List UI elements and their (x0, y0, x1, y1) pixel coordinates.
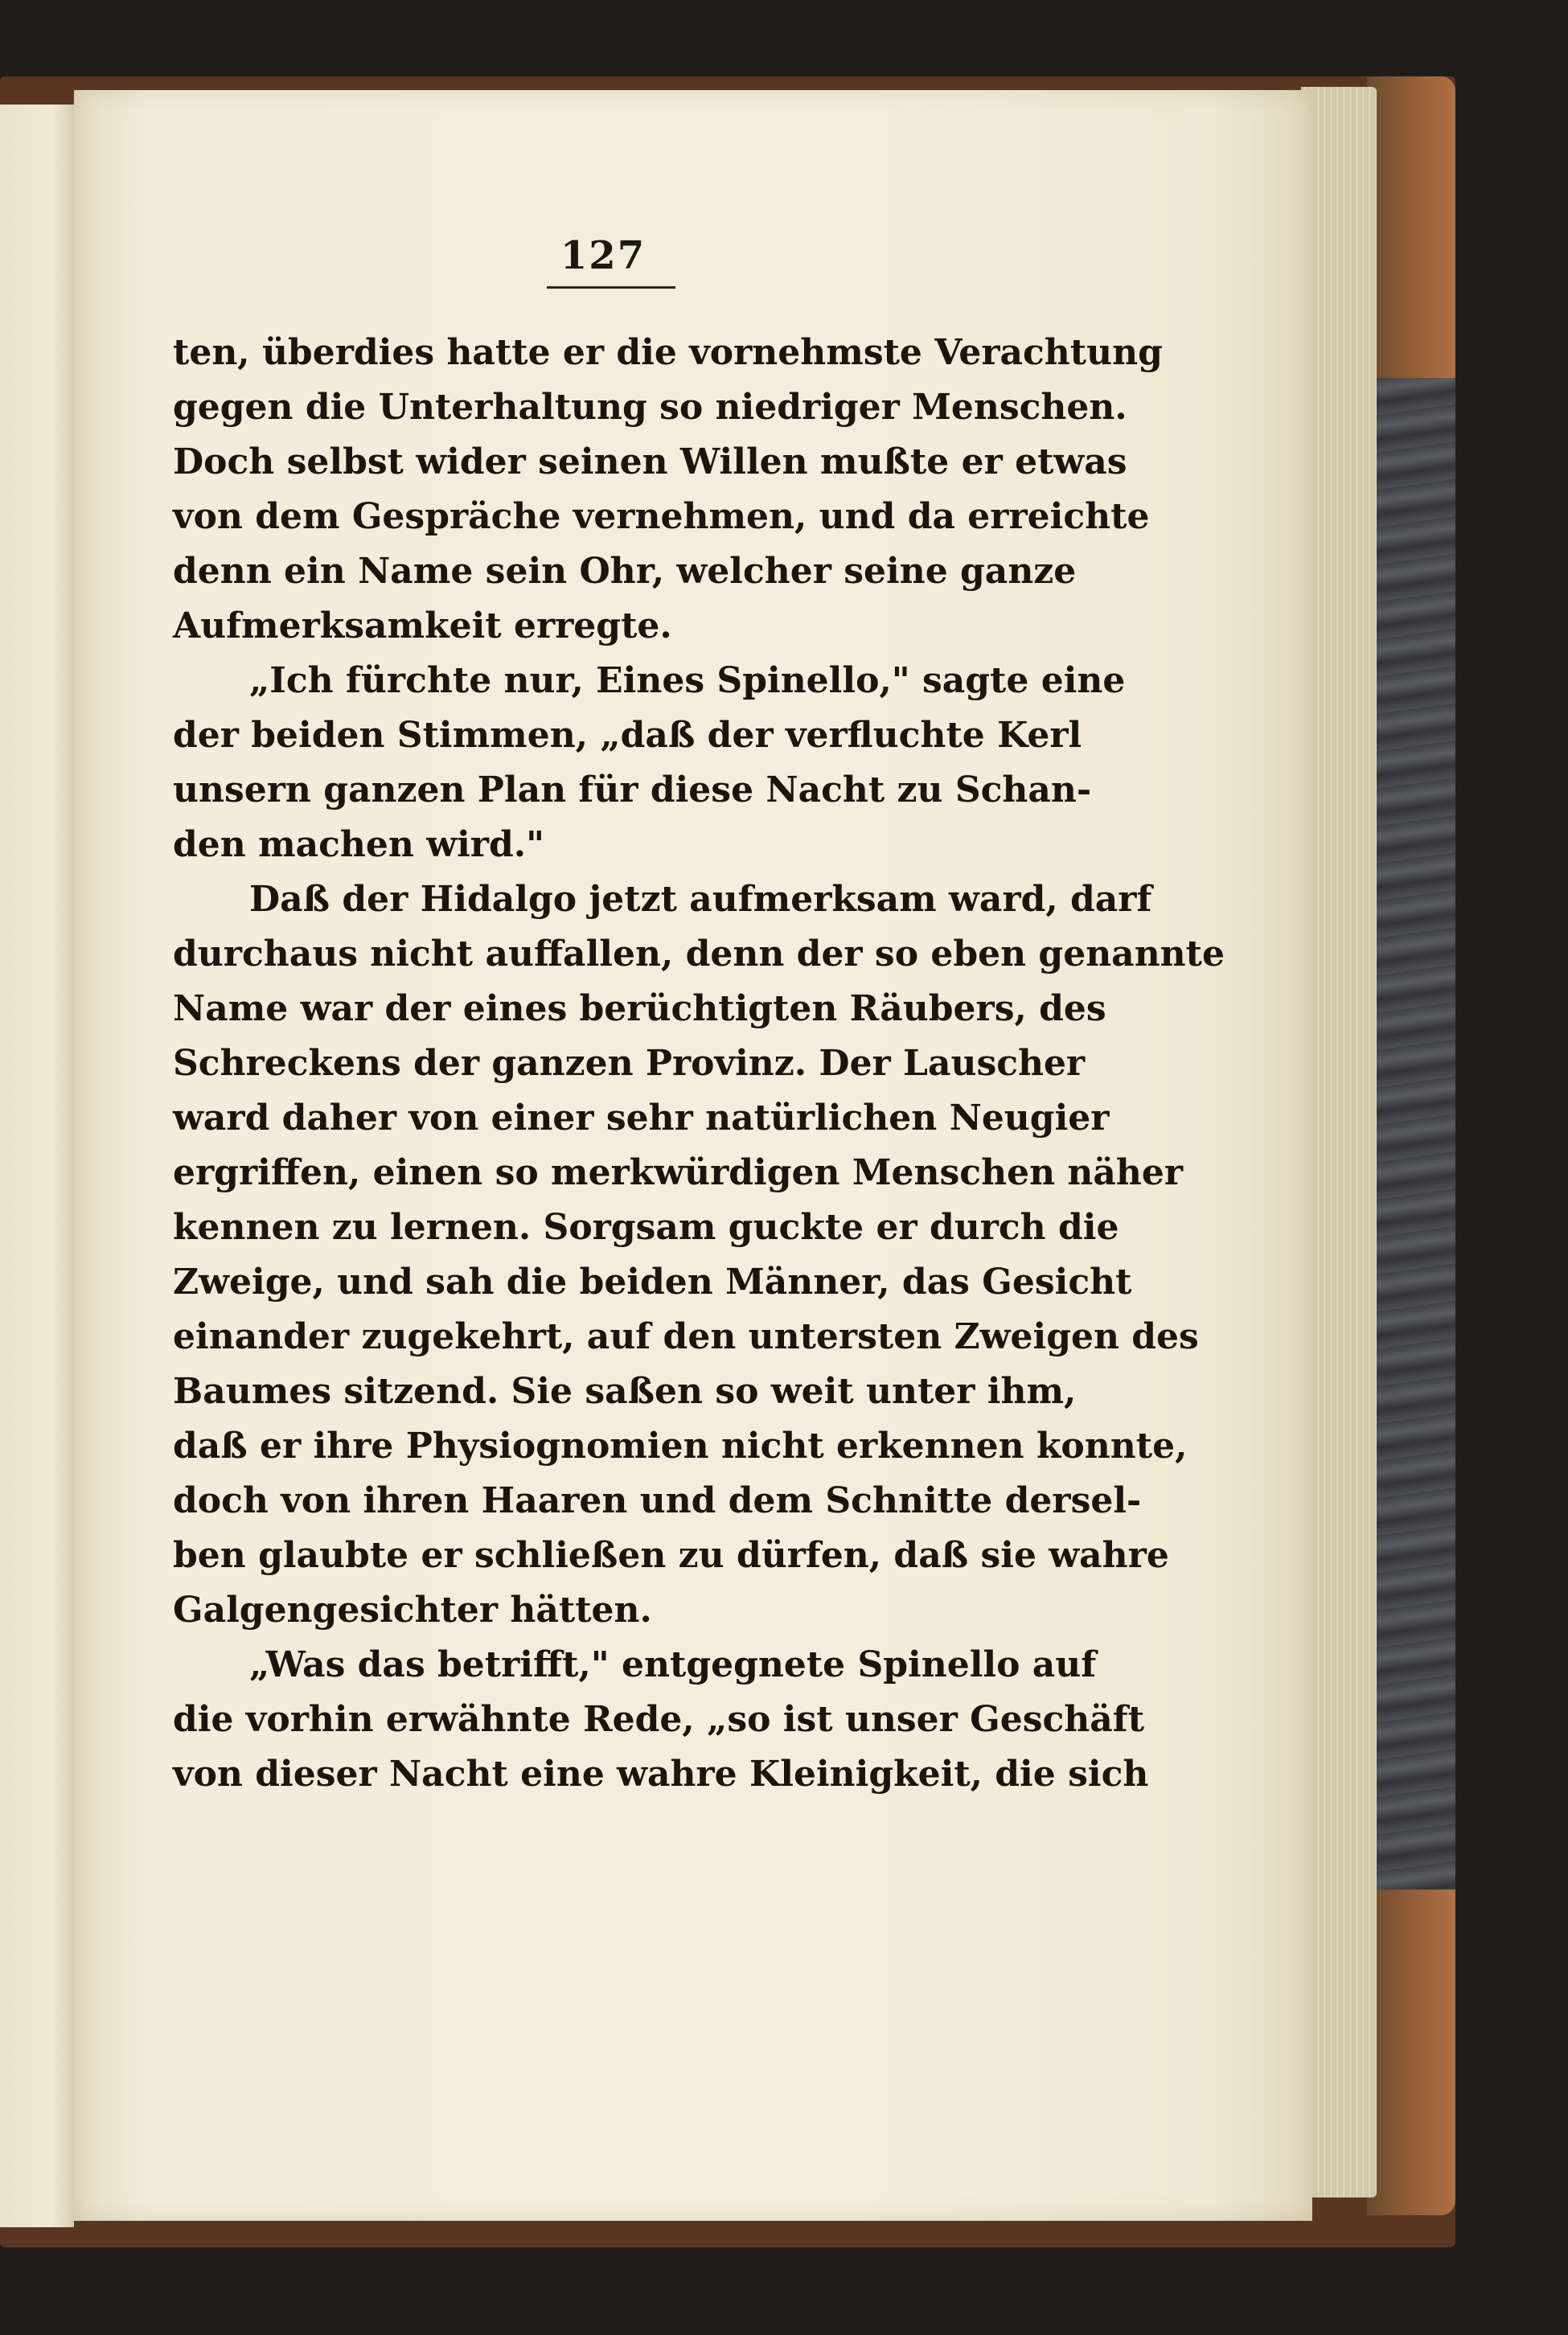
text-line: denn ein Name sein Ohr, welcher seine ganze (173, 551, 1077, 592)
text-line: daß er ihre Physiognomien nicht erkennen konnte, (173, 1426, 1188, 1467)
text-line: ergriffen, einen so merkwürdigen Menschen näher (173, 1152, 1184, 1193)
text-line: „Was das betrifft," entgegnete Spinello auf (249, 1644, 1097, 1685)
text-line: „Ich fürchte nur, Eines Spinello," sagte eine (249, 660, 1126, 701)
text-line: Name war der eines berüchtigten Räubers, des (173, 988, 1106, 1029)
text-line: ward daher von einer sehr natürlichen Neugier (173, 1098, 1110, 1139)
text-line: der beiden Stimmen, „daß der verfluchte Kerl (173, 715, 1082, 756)
text-line: von dem Gespräche vernehmen, und da erreichte (173, 496, 1150, 537)
previous-page-strip (0, 105, 74, 2227)
text-line: Schreckens der ganzen Provinz. Der Lauscher (173, 1043, 1086, 1084)
text-line: ben glaubte er schließen zu dürfen, daß sie wahre (173, 1535, 1169, 1576)
page-edges (1301, 87, 1377, 2198)
text-line: Doch selbst wider seinen Willen mußte er etwas (173, 441, 1127, 482)
text-line: Baumes sitzend. Sie saßen so weit unter ihm, (173, 1371, 1077, 1412)
text-line: ten, überdies hatte er die vornehmste Verachtung (173, 332, 1163, 373)
text-line: unsern ganzen Plan für diese Nacht zu Schan- (173, 769, 1092, 810)
text-line: von dieser Nacht eine wahre Kleinigkeit, die sich (173, 1754, 1149, 1795)
page-number-rule (547, 286, 675, 289)
text-line: Daß der Hidalgo jetzt aufmerksam ward, darf (249, 879, 1152, 920)
cover-marbled-paper (1377, 378, 1455, 1890)
page-number: 127 (560, 233, 646, 278)
text-line: gegen die Unterhaltung so niedriger Menschen. (173, 387, 1127, 428)
text-line: Zweige, und sah die beiden Männer, das Gesicht (173, 1262, 1132, 1303)
text-line: kennen zu lernen. Sorgsam guckte er durch die (173, 1207, 1119, 1248)
text-line: doch von ihren Haaren und dem Schnitte dersel- (173, 1480, 1142, 1521)
text-line: durchaus nicht auffallen, denn der so eben genannte (173, 934, 1225, 975)
text-line: Galgengesichter hätten. (173, 1590, 652, 1631)
text-line: den machen wird." (173, 824, 544, 865)
text-line: Aufmerksamkeit erregte. (173, 605, 672, 646)
text-line: die vorhin erwähnte Rede, „so ist unser Geschäft (173, 1699, 1145, 1740)
text-line: einander zugekehrt, auf den untersten Zweigen des (173, 1316, 1199, 1357)
body-text (173, 326, 1225, 1802)
